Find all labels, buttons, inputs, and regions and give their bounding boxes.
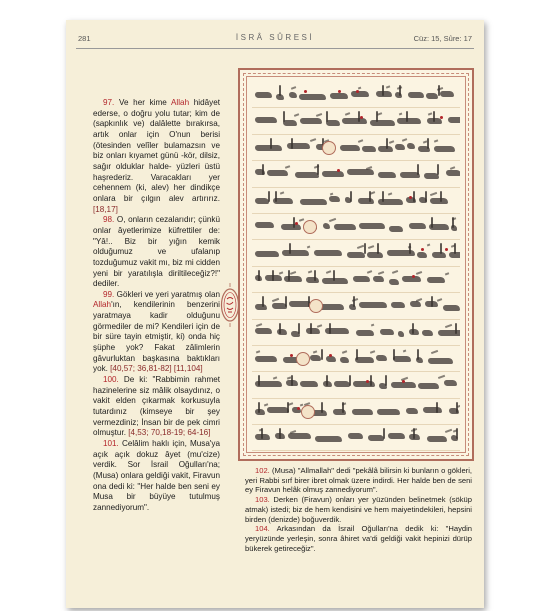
verse-text: 'ın, kendilerinin benzerini yaratmaya kadir olduğunu görmediler de mi? Kendileri için de bir süre tayin etmiştir, ki) onda hiç şüphe yok? Fakat zâlimlerin gâvurluktan başkasına baktıkları yok. — [93, 300, 220, 374]
verse-number: 104. — [255, 524, 270, 534]
verse-end-marker-icon — [296, 352, 310, 366]
arabic-script-line — [252, 399, 460, 425]
verse-end-marker-icon — [303, 220, 317, 234]
quran-page — [66, 20, 484, 608]
verse-end-marker-icon — [301, 405, 315, 419]
verse-translation — [93, 290, 220, 375]
verse-translation — [93, 439, 220, 514]
page-header — [78, 34, 472, 46]
arabic-script-line — [252, 188, 460, 214]
verse-text: hidâyet ederse, o doğru yolu tutar; kim de (sapkınlık ve) dalâlette bırakırsa, artık onlar için O'nun berisi (ötesinden velîler bulamazsın ve biz onları kıyamet günü -kör, dilsiz, sağır olduklar halde- yüzleri üstü haşrederiz. Varacakları yer cehennem (ki, alev) her dindikçe onlara bir çılgın alev artırırız. — [93, 98, 220, 203]
calligraphy-ink — [255, 142, 457, 154]
verse-translation — [245, 524, 472, 553]
arabic-script-line — [252, 214, 460, 240]
allah-name: Allah — [93, 300, 112, 310]
arabic-script-line — [252, 372, 460, 398]
juz-info: Cüz: 15, Sûre: 17 — [413, 34, 472, 43]
verse-translation — [245, 466, 472, 495]
verse-text: (Musa) "Allmallah" dedi "pekâlâ bilirsin ki bunların o gökleri, yeri Rabbi sırf birer ibret olmak üzere indirdi. Her halde ben de seni ey Firavun helâk olmuş zannediyorum". — [245, 466, 472, 495]
arabic-script-line — [252, 108, 460, 134]
verse-end-marker-icon — [309, 299, 323, 313]
calligraphy-ink — [255, 432, 457, 444]
calligraphy-ink — [255, 379, 457, 391]
verse-text: Derken (Firavun) onları yer yüzünden belinetmek (söküp atmak) istedi; biz de hem kendisini ve hem maiyetindekileri, hepsini birden (denizde) boğuverdik. — [245, 495, 472, 524]
calligraphy-ink — [255, 221, 457, 233]
calligraphy-ink — [255, 115, 457, 127]
surah-title: İSRÂ SÛRESİ — [235, 33, 315, 42]
calligraphy-ink — [255, 353, 457, 365]
arabic-script-line — [252, 425, 460, 451]
hizb-rose-medallion-icon — [220, 282, 240, 328]
arabic-text-frame — [238, 68, 474, 461]
verse-text: De ki: "Rabbimin rahmet hazinelerine siz mâlik olsaydınız, o vakit elden çıkarmak korkusuyla tutardınız (kimseye bir şey vermezdiniz; İnsan bir de pek cimri olmuştur. — [93, 375, 220, 438]
verse-translation — [93, 375, 220, 439]
arabic-script-line — [252, 267, 460, 293]
calligraphy-ink — [255, 168, 457, 180]
calligraphy-ink — [255, 406, 457, 418]
arabic-lines — [252, 82, 460, 447]
verse-end-marker-icon — [322, 141, 336, 155]
verse-number: 97. — [103, 98, 115, 107]
verse-number: 98. — [103, 215, 115, 225]
calligraphy-ink — [255, 247, 457, 259]
arabic-script-line — [252, 293, 460, 319]
verse-translation — [93, 215, 220, 290]
arabic-script-line — [252, 82, 460, 108]
verse-text: Ve her kime — [114, 98, 172, 107]
header-divider — [76, 48, 474, 49]
verse-text: O, onların cezalarıdır; çünkü onlar âyetlerimize küfrettiler de: "Yâ!.. Biz bir yığın kemik olduğumuz ve ufalanıp tozduğumuz vakit mı, biz mi cidden yeni bir yaratılışla diriltileceğiz?!" dediler. — [93, 215, 220, 289]
arabic-script-line — [252, 161, 460, 187]
verse-number: 99. — [103, 289, 115, 299]
verse-text: Gökleri ve yeri yaratmış olan — [114, 289, 220, 299]
verse-number: 103. — [255, 495, 270, 505]
cross-reference: [18,17] — [93, 204, 118, 214]
verse-number: 102. — [255, 466, 270, 475]
arabic-script-line — [252, 320, 460, 346]
allah-name: Allah — [171, 98, 190, 107]
verse-translation — [93, 98, 220, 215]
translation-bottom-column — [245, 466, 472, 553]
calligraphy-ink — [255, 274, 457, 286]
translation-left-column — [93, 98, 220, 514]
page-number: 281 — [78, 34, 91, 43]
calligraphy-ink — [255, 195, 457, 207]
arabic-script-line — [252, 240, 460, 266]
calligraphy-ink — [255, 327, 457, 339]
verse-text: Celâlim haklı için, Musa'ya açık açık dokuz âyet (mu'cize) verdik. Sor İsrail Oğulları'na; (Musa) onlara geldiği vakit, Firavun ona dedi ki: "Her halde ben seni ey Musa bir büyüye tutulmuş zannediyorum". — [93, 439, 220, 512]
verse-translation — [245, 495, 472, 524]
calligraphy-ink — [255, 300, 457, 312]
arabic-script-line — [252, 135, 460, 161]
arabic-script-line — [252, 346, 460, 372]
verse-text: Arkasından da İsrail Oğulları'na dedik ki: "Haydin yeryüzünde yerleşin, sonra âhiret va'di geldiği vakit hepinizi dürüp bükerek getireceğiz". — [245, 524, 472, 553]
verse-number: 100. — [103, 375, 119, 385]
cross-reference: [4,53; 70,18-19; 64-16] — [128, 428, 211, 438]
cross-reference: [40,57; 36,81-82] [11,104] — [110, 364, 203, 374]
calligraphy-ink — [255, 89, 457, 101]
verse-number: 101. — [103, 439, 119, 448]
